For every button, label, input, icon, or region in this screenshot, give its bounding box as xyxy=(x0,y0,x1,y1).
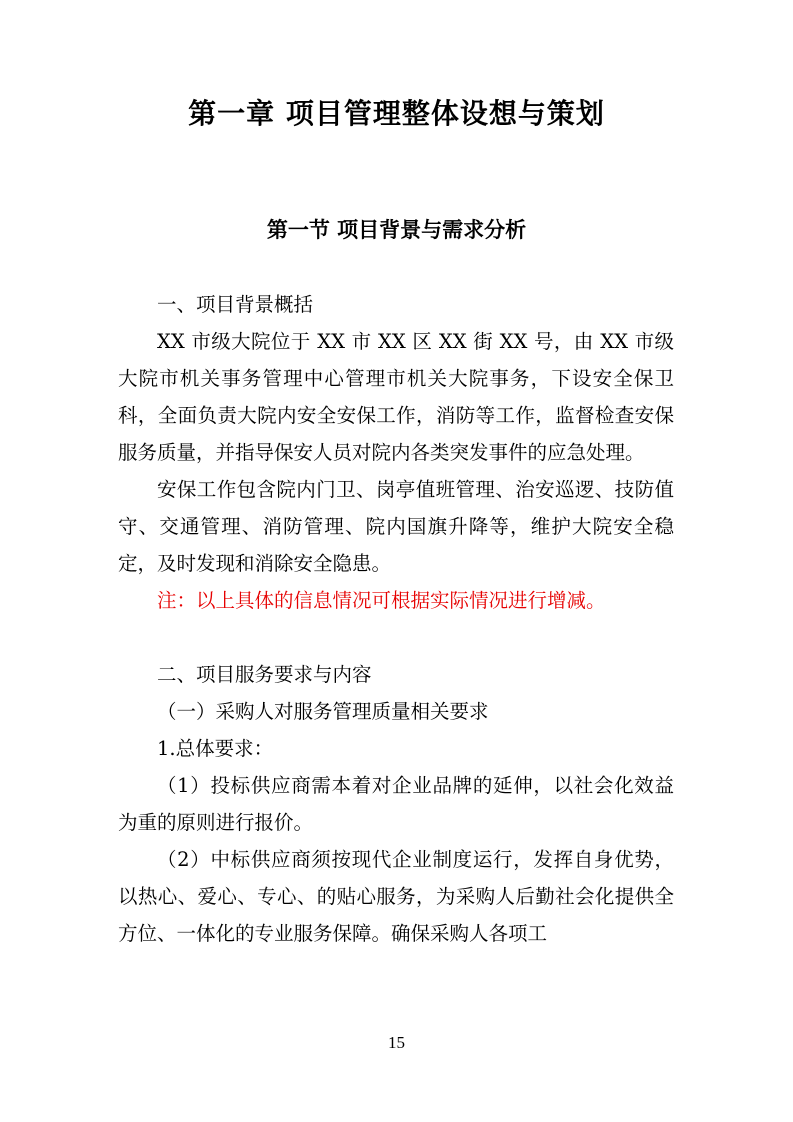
section-title: 第一节 项目背景与需求分析 xyxy=(266,218,527,242)
chapter-title: 第一章 项目管理整体设想与策划 xyxy=(188,97,605,130)
paragraph-security-scope: 安保工作包含院内门卫、岗亭值班管理、治安巡逻、技防值守、交通管理、消防管理、院内国旗升降等，维护大院安全稳定，及时发现和消除安全隐患。 xyxy=(118,478,674,575)
subheading-quality-requirements: （一）采购人对服务管理质量相关要求 xyxy=(157,700,489,723)
note-text: 注：以上具体的信息情况可根据实际情况进行增减。 xyxy=(157,589,606,612)
heading-service-requirements: 二、项目服务要求与内容 xyxy=(157,663,372,686)
paragraph-spacer xyxy=(118,619,674,656)
page-number: 15 xyxy=(388,1033,405,1052)
heading-project-background: 一、项目背景概括 xyxy=(157,293,314,316)
requirement-item-1: （1）投标供应商需本着对企业品牌的延伸，以社会化效益为重的原则进行报价。 xyxy=(118,774,674,834)
document-body xyxy=(118,286,674,952)
subheading-general-requirements: 1.总体要求： xyxy=(157,737,274,760)
paragraph-background-description: XX 市级大院位于 XX 市 XX 区 XX 街 XX 号，由 XX 市级大院市机关事务管理中心管理市机关大院事务，下设安全保卫科，全面负责大院内安全安保工作，消防等工作，监督检查安保服务质量，并指导保安人员对院内各类突发事件的应急处理。 xyxy=(118,330,674,464)
requirement-item-2: （2）中标供应商须按现代企业制度运行，发挥自身优势，以热心、爱心、专心、的贴心服务，为采购人后勤社会化提供全方位、一体化的专业服务保障。确保采购人各项工 xyxy=(118,848,674,945)
